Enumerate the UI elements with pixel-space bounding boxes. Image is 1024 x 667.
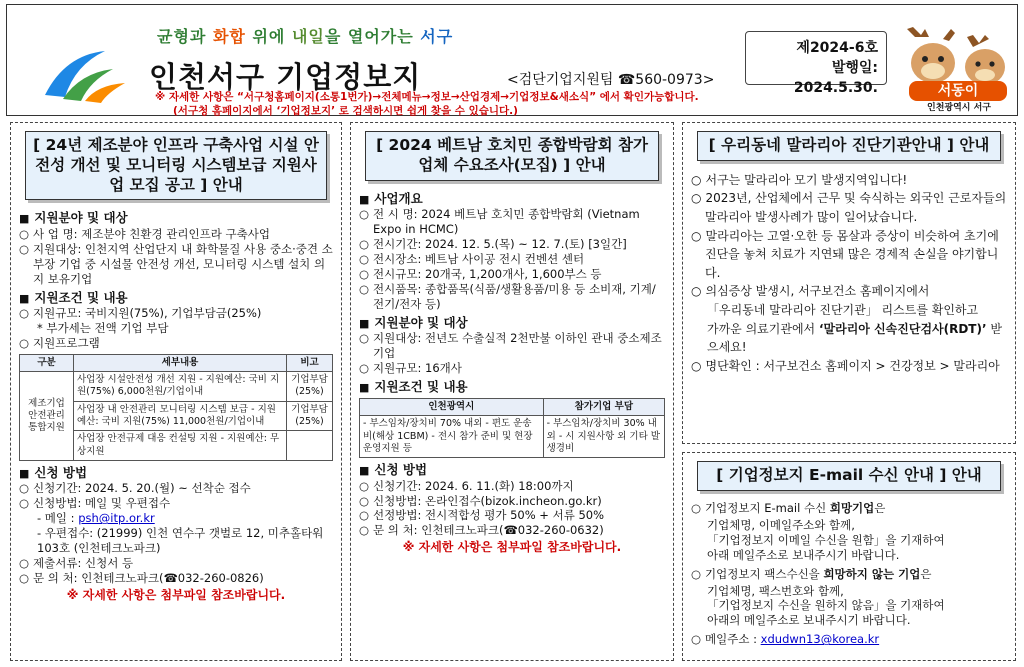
section-heading: ■ 사업개요 xyxy=(359,191,665,207)
table-cell: 기업부담 (25%) xyxy=(287,371,333,401)
section-heading: ■ 지원조건 및 내용 xyxy=(359,379,665,395)
table-cell: 사업장 내 안전관리 모니터링 시스템 보급 - 지원예산: 국비 지원(75%) 11,000천원/기업이내 xyxy=(74,401,287,431)
table-cell: 기업부담 (25%) xyxy=(287,401,333,431)
list-continuation: 「기업정보지 이메일 수신을 원함」을 기재하여 xyxy=(707,532,945,547)
table-header: 구분 xyxy=(20,354,74,371)
list-item: ○ 말라리아는 고열·오한 등 몸살과 증상이 비슷하여 초기에 진단을 놓쳐 치료가 지연돼 많은 경제적 손실을 야기합니다. xyxy=(691,227,1007,283)
list-item: ○ 문 의 처: 인천테크노파크(☎032-260-0826) xyxy=(19,571,333,586)
list-note: * 부가세는 전액 기업 부담 xyxy=(37,320,169,335)
table-cell: 제조기업 안전관리 통합지원 xyxy=(20,371,74,460)
list-item: ○ 지원대상: 전년도 수출실적 2천만불 이하인 관내 중소제조기업 xyxy=(359,331,665,361)
table-cell: 사업장 안전규제 대응 컨설팅 지원 - 지원예산: 무상지원 xyxy=(74,431,287,461)
list-continuation: 기업체명, 이메일주소와 함께, xyxy=(707,517,855,532)
email-label: - 메일 : xyxy=(37,511,79,526)
notice-text: (서구청 홈페이지에서 ‘기업정보지’ 로 검색하시면 쉽게 찾을 수 있습니다.) xyxy=(173,105,518,117)
list-item xyxy=(691,632,1007,647)
seo-gu-logo-icon xyxy=(35,45,135,107)
section-heading: ■ 신청 방법 xyxy=(19,465,333,481)
table-cell: - 부스임차/장치비 70% 내외 - 편도 운송비(해상 1CBM) - 전시 참가 준비 및 현장 운영지원 등 xyxy=(360,416,544,458)
slogan-part: 내일 xyxy=(291,27,325,46)
issue-date: 발행일: 2024.5.30. xyxy=(793,60,878,96)
emphasis-text: 희망기업 xyxy=(829,500,875,515)
page-title: 인천서구 기업정보지 xyxy=(149,60,422,94)
mascot-subtitle: 인천광역시 서구 xyxy=(927,103,991,113)
text-span: 메일주소 : xyxy=(705,632,761,647)
section-title: [ 24년 제조분야 인프라 구축사업 시설 안전성 개선 및 모니터링 시스템보급 지원사업 모집 공고 ] 안내 xyxy=(25,131,327,200)
section-heading: ■ 신청 방법 xyxy=(359,462,665,478)
notice-text: ※ 자세한 사항은 “서구청홈페이지(소통1번가)→전체메뉴→정보→산업경제→기업정보&새소식” 에서 확인가능합니다. xyxy=(155,91,699,103)
table-header: 참가기업 부담 xyxy=(543,398,664,415)
list-item: ○ 지원규모: 국비지원(75%), 기업부담금(25%) xyxy=(19,306,333,321)
cost-table xyxy=(359,398,665,458)
column-infrastructure-support xyxy=(10,122,342,661)
email-link[interactable]: psh@itp.or.kr xyxy=(78,511,155,526)
list-item: ○ 신청방법: 온라인접수(bizok.incheon.go.kr) xyxy=(359,494,665,509)
column-vietnam-expo xyxy=(350,122,674,661)
emphasis-text: ‘말라리아 신속진단검사(RDT)’ xyxy=(818,321,987,336)
slogan-part: 을 열어가는 xyxy=(324,27,421,46)
list-item: ○ 전시품목: 종합품목(식품/생활용품/미용 등 소비재, 기계/전기/전자 등) xyxy=(359,282,665,312)
list-subitem: - 우편접수: (21999) 인천 연수구 갯벌로 12, 미추홀타워 103호 (인천테크노파크) xyxy=(37,526,324,556)
list-item xyxy=(691,567,1007,582)
email-link[interactable]: xdudwn13@korea.kr xyxy=(760,632,880,647)
section-heading: ■ 지원분야 및 대상 xyxy=(19,210,333,226)
issue-number: 제2024-6호 xyxy=(796,40,878,56)
section-heading: ■ 지원분야 및 대상 xyxy=(359,315,665,331)
list-item: ○ 전시장소: 베트남 사이공 전시 컨벤션 센터 xyxy=(359,252,665,267)
list-item: ○ 사 업 명: 제조분야 친환경 관리인프라 구축사업 xyxy=(19,227,333,242)
list-item: ○ 지원규모: 16개사 xyxy=(359,361,665,376)
list-item: ○ 의심증상 발생시, 서구보건소 홈페이지에서 xyxy=(691,282,1007,301)
list-item: ○ 전시기간: 2024. 12. 5.(목) ~ 12. 7.(토) [3일간] xyxy=(359,237,665,252)
slogan-part: 과 xyxy=(189,27,213,46)
header xyxy=(6,4,1018,116)
slogan-part: 화합 xyxy=(212,27,246,46)
table-cell: 사업장 시설안전성 개선 지원 - 지원예산: 국비 지원(75%) 6,000천원/기업이내 xyxy=(74,371,287,401)
emphasis-text: 희망하지 않는 기업 xyxy=(823,566,921,581)
attachment-note: ※ 자세한 사항은 첨부파일 참조바랍니다. xyxy=(66,587,286,602)
text-span: 은 xyxy=(920,566,932,581)
slogan-part: 위에 xyxy=(245,27,292,46)
list-item: ○ 2023년, 산업체에서 근무 및 숙식하는 외국인 근로자들의 말라리아 발생사례가 많이 일어났습니다. xyxy=(691,189,1007,226)
list-item: ○ 제출서류: 신청서 등 xyxy=(19,556,333,571)
table-header: 비고 xyxy=(287,354,333,371)
program-table xyxy=(19,354,333,461)
list-continuation: 아래 메일주소로 보내주시기 바랍니다. xyxy=(707,547,900,562)
text-span: 기업정보지 팩스수신을 xyxy=(705,566,824,581)
list-continuation xyxy=(691,320,1007,357)
list-item: ○ 명단확인 : 서구보건소 홈페이지 > 건강정보 > 말라리아 xyxy=(691,357,1007,376)
mascot-name: 서동이 xyxy=(909,81,1007,101)
slogan-part: 균형 xyxy=(157,27,190,46)
list-item: ○ 서구는 말라리아 모기 발생지역입니다! xyxy=(691,171,1007,190)
text-span: 기업정보지 E-mail 수신 xyxy=(705,500,830,515)
column-malaria xyxy=(682,122,1016,444)
list-continuation: 「기업정보지 수신을 원하지 않음」을 기재하여 xyxy=(707,598,945,613)
column-email-subscription xyxy=(682,452,1016,661)
table-cell xyxy=(287,431,333,461)
list-item: ○ 신청기간: 2024. 6. 11.(화) 18:00까지 xyxy=(359,479,665,494)
text-span: 받으세요! xyxy=(707,321,1002,355)
list-item xyxy=(691,501,1007,516)
slogan xyxy=(157,27,453,48)
team-contact: <검단기업지원팀 ☎560-0973> xyxy=(507,72,715,88)
list-continuation: 「우리동네 말라리아 진단기관」 리스트를 확인하고 xyxy=(707,302,979,317)
attachment-note: ※ 자세한 사항은 첨부파일 참조바랍니다. xyxy=(402,540,622,555)
section-title: [ 2024 베트남 호치민 종합박람회 참가업체 수요조사(모집) ] 안내 xyxy=(365,131,659,181)
text-span: 가까운 의료기관에서 xyxy=(707,321,819,336)
section-heading: ■ 지원조건 및 내용 xyxy=(19,290,333,306)
table-header: 세부내용 xyxy=(74,354,287,371)
list-item: ○ 문 의 처: 인천테크노파크(☎032-260-0632) xyxy=(359,523,665,538)
list-continuation: 아래의 메일주소로 보내주시기 바랍니다. xyxy=(707,613,911,628)
list-subitem xyxy=(19,511,333,526)
section-title: [ 우리동네 말라리아 진단기관안내 ] 안내 xyxy=(697,131,1001,161)
list-item: ○ 신청기간: 2024. 5. 20.(월) ~ 선착순 접수 xyxy=(19,481,333,496)
list-item: ○ 전시규모: 20개국, 1,200개사, 1,600부스 등 xyxy=(359,267,665,282)
issue-box xyxy=(745,31,887,96)
slogan-part: 서구 xyxy=(420,27,454,46)
text-span: 은 xyxy=(874,500,886,515)
table-header: 인천광역시 xyxy=(360,398,544,415)
section-title: [ 기업정보지 E-mail 수신 안내 ] 안내 xyxy=(697,461,1001,491)
list-item: ○ 전 시 명: 2024 베트남 호치민 종합박람회 (Vietnam Expo in HCMC) xyxy=(359,207,665,237)
list-item: ○ 지원프로그램 xyxy=(19,336,333,351)
list-item: ○ 선정방법: 전시적합성 평가 50% + 서류 50% xyxy=(359,508,665,523)
list-item: ○ 신청방법: 메일 및 우편접수 xyxy=(19,496,333,511)
list-item: ○ 지원대상: 인천지역 산업단지 내 화학물질 사용 중소·중견 소부장 기업 중 시설물 안전성 개선, 모니터링 시스템 설치 의지 보유기업 xyxy=(19,242,333,287)
list-continuation: 기업체명, 팩스번호와 함께, xyxy=(707,583,844,598)
table-cell: - 부스임차/장치비 30% 내외 - 시 지원사항 외 기타 발생경비 xyxy=(543,416,664,458)
